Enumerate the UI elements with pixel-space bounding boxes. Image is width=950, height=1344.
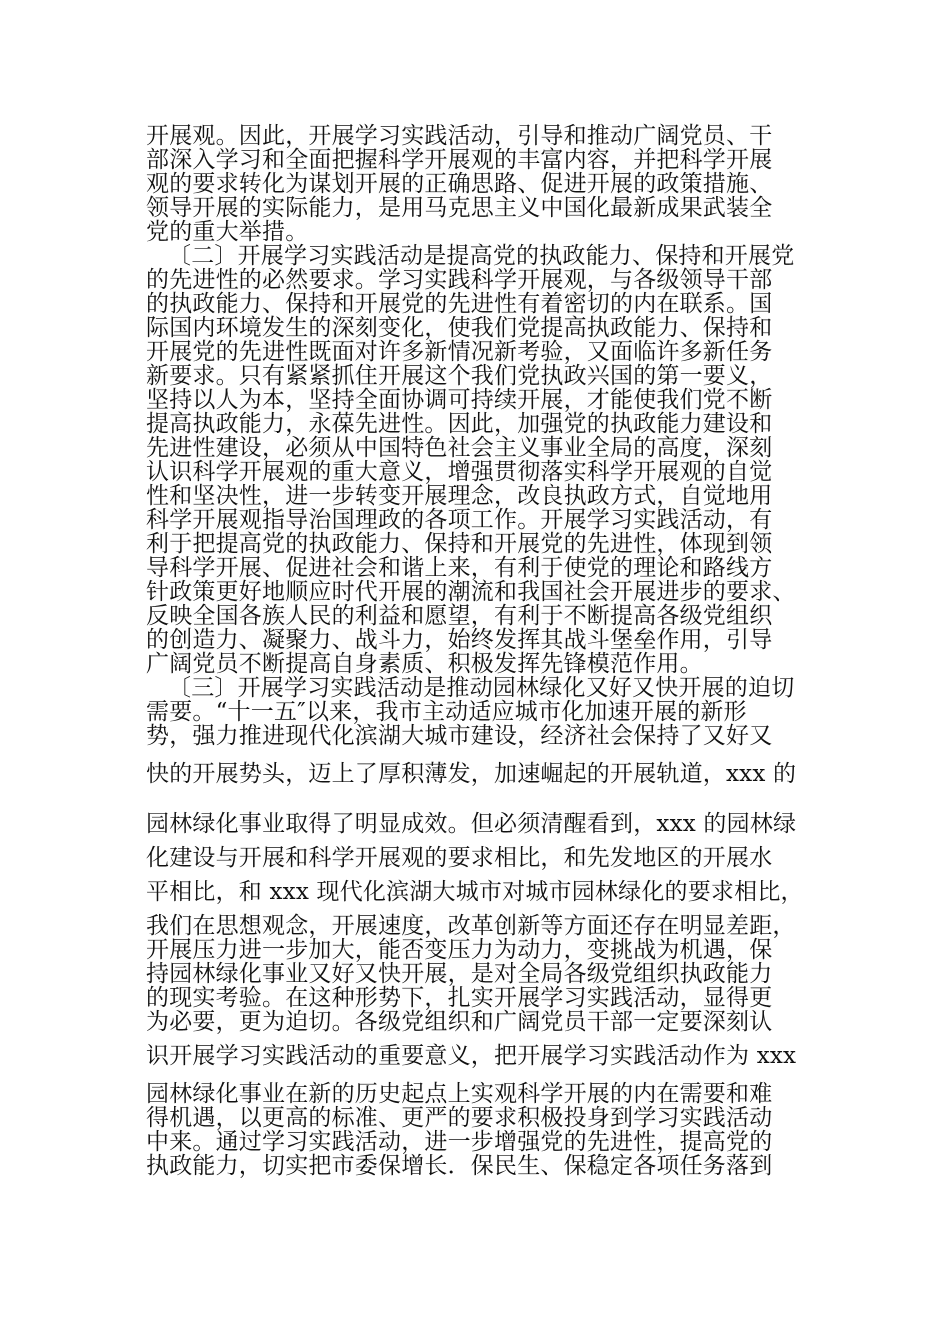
text-line: 领导开展的实际能力，是用马克思主义中国化最新成果武装全 <box>146 195 773 221</box>
text-line: 的先进性的必然要求。学习实践科学开展观，与各级领导干部 <box>146 267 773 293</box>
section-heading-two: 〔二〕开展学习实践活动是提高党的执政能力、保持和开展党 <box>168 243 795 269</box>
text-line: 广阔党员不断提高自身素质、积极发挥先锋模范作用。 <box>146 651 703 677</box>
text-line: 得机遇，以更高的标准、更严的要求积极投身到学习实践活动 <box>146 1105 773 1131</box>
text-line: 开展压力进一步加大，能否变压力为动力，变挑战为机遇，保 <box>146 937 773 963</box>
text-line: 党的重大举措。 <box>146 219 309 245</box>
text-line: 认识科学开展观的重大意义，增强贯彻落实科学开展观的自觉 <box>146 459 773 485</box>
text-line: 际国内环境发生的深刻变化，使我们党提高执政能力、保持和 <box>146 315 773 341</box>
text-line: 的现实考验。在这种形势下，扎实开展学习实践活动，显得更 <box>146 985 773 1011</box>
text-line: 利于把提高党的执政能力、保持和开展党的先进性，体现到领 <box>146 531 773 557</box>
text-line: 的执政能力、保持和开展党的先进性有着密切的内在联系。国 <box>146 291 773 317</box>
text-line: 中来。通过学习实践活动，进一步增强党的先进性，提高党的 <box>146 1129 773 1155</box>
text-line: 开展观。因此，开展学习实践活动，引导和推动广阔党员、干 <box>146 123 773 149</box>
text-line: 导科学开展、促进社会和谐上来，有利于使党的理论和路线方 <box>146 555 773 581</box>
text-line: 园林绿化事业取得了明显成效。但必须清醒看到，xxx 的园林绿 <box>146 811 797 837</box>
section-heading-three: 〔三〕开展学习实践活动是推动园林绿化又好又快开展的迫切 <box>168 675 795 701</box>
text-line: 化建设与开展和科学开展观的要求相比，和先发地区的开展水 <box>146 845 773 871</box>
text-line: 我们在思想观念，开展速度，改革创新等方面还存在明显差距， <box>146 913 796 939</box>
document-body <box>146 124 826 1178</box>
text-line: 势，强力推进现代化滨湖大城市建设，经济社会保持了又好又 <box>146 723 773 749</box>
text-line: 性和坚决性，进一步转变开展理念，改良执政方式，自觉地用 <box>146 483 773 509</box>
text-line: 提高执政能力，永葆先进性。因此，加强党的执政能力建设和 <box>146 411 773 437</box>
text-line: 科学开展观指导治国理政的各项工作。开展学习实践活动，有 <box>146 507 773 533</box>
text-line: 的创造力、凝聚力、战斗力，始终发挥其战斗堡垒作用，引导 <box>146 627 773 653</box>
text-line: 快的开展势头，迈上了厚积薄发，加速崛起的开展轨道，xxx 的 <box>146 761 797 787</box>
text-line: 持园林绿化事业又好又快开展，是对全局各级党组织执政能力 <box>146 961 773 987</box>
text-line: 园林绿化事业在新的历史起点上实观科学开展的内在需要和难 <box>146 1081 773 1107</box>
text-line: 需要。“十一五″以来，我市主动适应城市化加速开展的新形 <box>146 699 747 725</box>
text-line: 执政能力，切实把市委保增长．保民生、保稳定各项任务落到 <box>146 1153 773 1179</box>
text-line: 平相比，和 xxx 现代化滨湖大城市对城市园林绿化的要求相比， <box>146 879 804 905</box>
text-line: 开展党的先进性既面对许多新情况新考验，又面临许多新任务 <box>146 339 773 365</box>
text-line: 先进性建设，必须从中国特色社会主义事业全局的高度，深刻 <box>146 435 773 461</box>
text-line: 反映全国各族人民的利益和愿望，有利于不断提高各级党组织 <box>146 603 773 629</box>
text-line: 为必要，更为迫切。各级党组织和广阔党员干部一定要深刻认 <box>146 1009 773 1035</box>
text-line: 观的要求转化为谋划开展的正确思路、促进开展的政策措施、 <box>146 171 773 197</box>
text-line: 新要求。只有紧紧抓住开展这个我们党执政兴国的第一要义， <box>146 363 773 389</box>
text-line: 针政策更好地顺应时代开展的潮流和我国社会开展进步的要求、 <box>146 579 796 605</box>
text-line: 坚持以人为本，坚持全面协调可持续开展，才能使我们党不断 <box>146 387 773 413</box>
text-line: 识开展学习实践活动的重要意义，把开展学习实践活动作为 xxx <box>146 1043 797 1069</box>
text-line: 部深入学习和全面把握科学开展观的丰富内容，并把科学开展 <box>146 147 773 173</box>
